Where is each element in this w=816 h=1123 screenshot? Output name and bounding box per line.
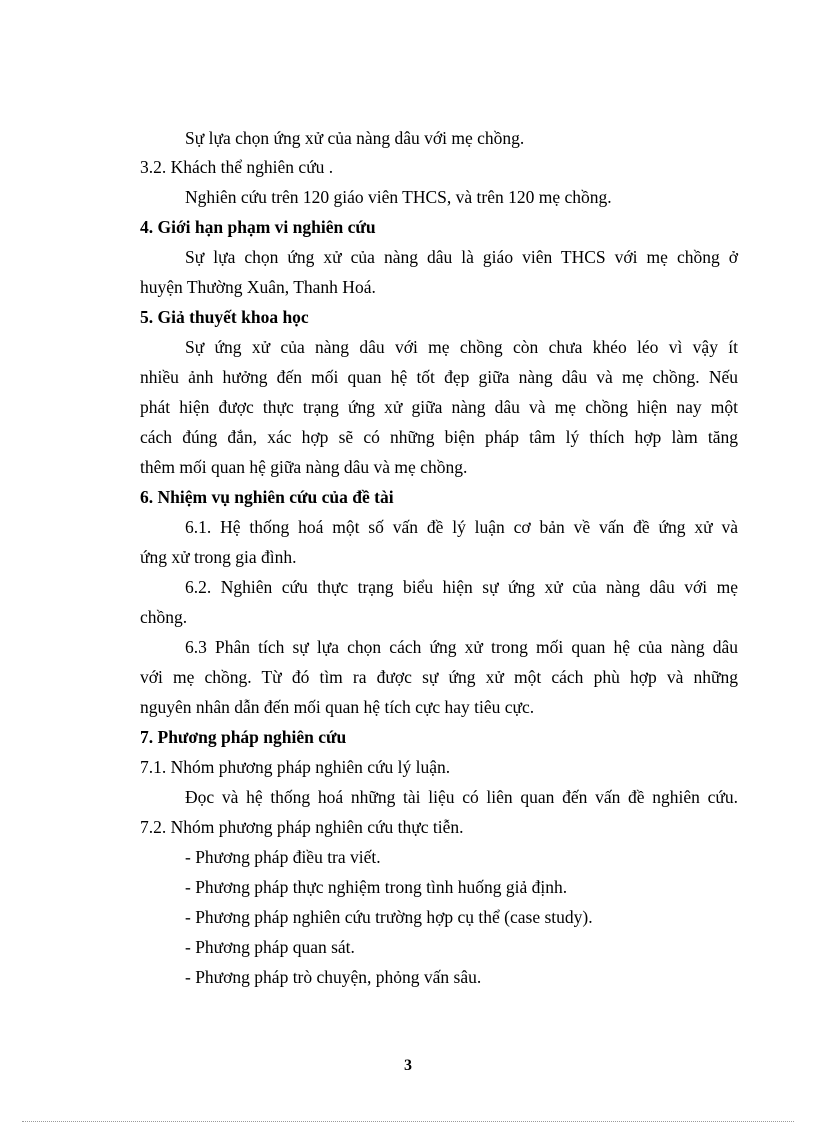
list-item: - Phương pháp nghiên cứu trường hợp cụ thể (case study). [185,907,593,927]
paragraph-line: với mẹ chồng. Từ đó tìm ra được sự ứng xử một cách phù hợp và những [140,667,738,687]
paragraph-line: chồng. [140,607,188,627]
paragraph-line: Sự lựa chọn ứng xử của nàng dâu với mẹ chồng. [185,128,525,148]
list-item: - Phương pháp điều tra viết. [185,847,381,867]
page-bottom-border [22,1121,794,1122]
section-subheading: 7.2. Nhóm phương pháp nghiên cứu thực tiễn. [140,817,464,837]
paragraph-line: huyện Thường Xuân, Thanh Hoá. [140,277,376,297]
list-item: - Phương pháp quan sát. [185,937,355,957]
paragraph-line: 6.2. Nghiên cứu thực trạng biểu hiện sự ứng xử của nàng dâu với mẹ [185,577,738,597]
section-heading: 7. Phương pháp nghiên cứu [140,727,347,747]
list-item: - Phương pháp trò chuyện, phỏng vấn sâu. [185,967,482,987]
paragraph-line: nhiều ảnh hưởng đến mối quan hệ tốt đẹp giữa nàng dâu và mẹ chồng. Nếu [140,367,738,387]
list-item: - Phương pháp thực nghiệm trong tình huống giả định. [185,877,568,897]
paragraph-line: ứng xử trong gia đình. [140,547,297,567]
paragraph-line: 6.1. Hệ thống hoá một số vấn đề lý luận cơ bản về vấn đề ứng xử và [185,517,738,537]
page-number: 3 [404,1057,412,1074]
section-heading: 6. Nhiệm vụ nghiên cứu của đề tài [140,487,394,507]
paragraph-line: Sự ứng xử của nàng dâu với mẹ chồng còn chưa khéo léo vì vậy ít [185,337,738,357]
paragraph-line: Nghiên cứu trên 120 giáo viên THCS, và trên 120 mẹ chồng. [185,187,612,207]
paragraph-line: 6.3 Phân tích sự lựa chọn cách ứng xử trong mối quan hệ của nàng dâu [185,637,738,657]
paragraph-line: Sự lựa chọn ứng xử của nàng dâu là giáo viên THCS với mẹ chồng ở [185,247,738,267]
section-subheading: 3.2. Khách thể nghiên cứu . [140,157,334,177]
paragraph-line: thêm mối quan hệ giữa nàng dâu và mẹ chồng. [140,457,468,477]
paragraph-line: phát hiện được thực trạng ứng xử giữa nàng dâu và mẹ chồng hiện nay một [140,397,738,417]
paragraph-line: Đọc và hệ thống hoá những tài liệu có liên quan đến vấn đề nghiên cứu. [185,787,738,807]
section-heading: 5. Giả thuyết khoa học [140,307,309,327]
section-heading: 4. Giới hạn phạm vi nghiên cứu [140,217,376,237]
section-subheading: 7.1. Nhóm phương pháp nghiên cứu lý luận. [140,757,451,777]
paragraph-line: cách đúng đắn, xác hợp sẽ có những biện pháp tâm lý thích hợp làm tăng [140,427,738,447]
paragraph-line: nguyên nhân dẫn đến mối quan hệ tích cực hay tiêu cực. [140,697,535,717]
